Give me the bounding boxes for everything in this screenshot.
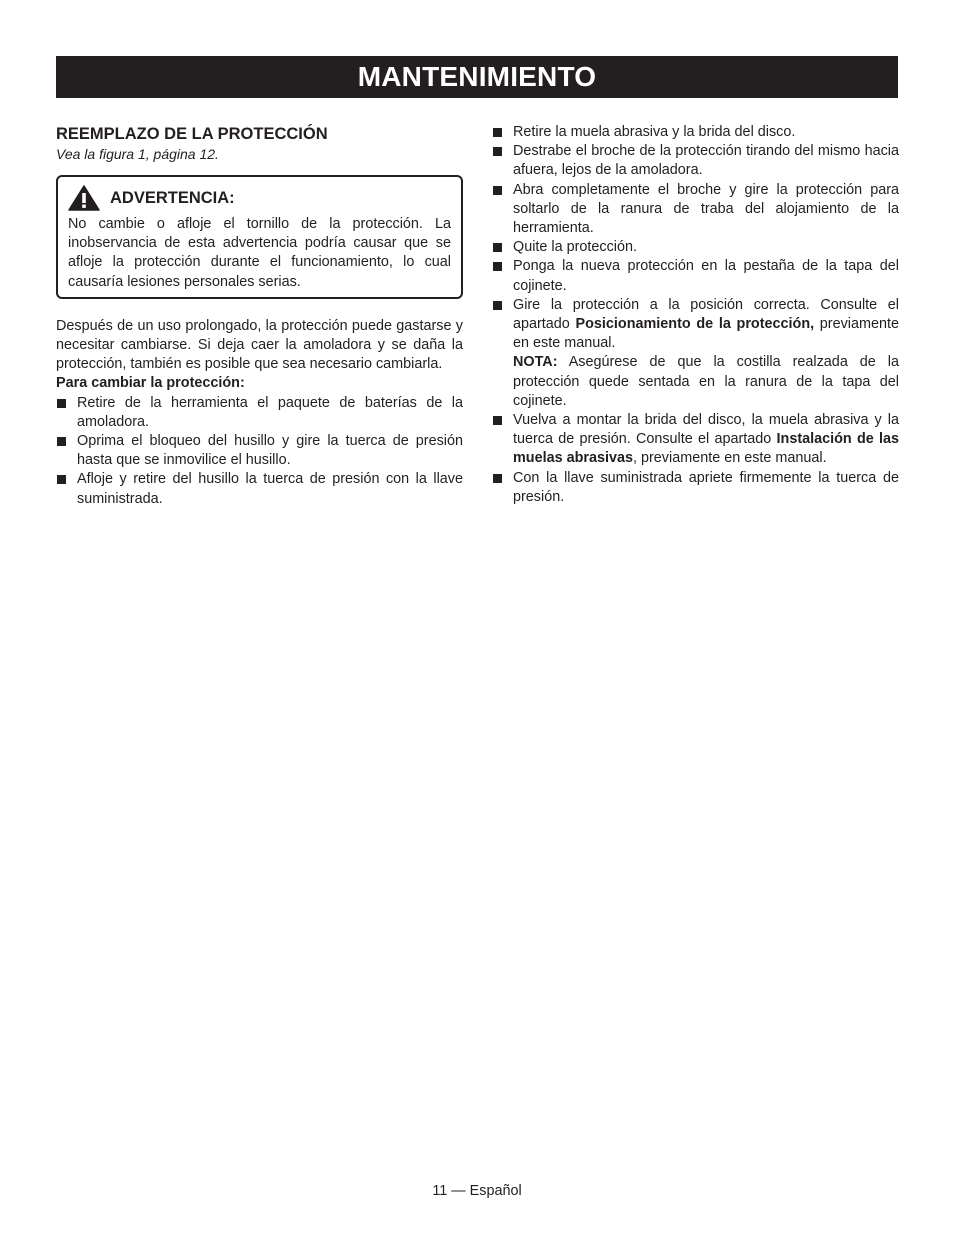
list-item-text: Ponga la nueva protección en la pestaña de la tapa del cojinete.: [513, 258, 899, 294]
bullet-square-icon: [57, 399, 66, 408]
list-item-text: Afloje y retire del husillo la tuerca de presión con la llave suministrada.: [77, 471, 463, 507]
list-item-text: Oprima el bloqueo del husillo y gire la tuerca de presión hasta que se inmovilice el husillo.: [77, 433, 463, 469]
left-column: [56, 123, 463, 509]
list-item-text-post: previamente en este manual.: [513, 316, 899, 352]
list-item-text: Abra completamente el broche y gire la protección para soltarlo de la ranura de traba del alojamiento de la herramienta.: [513, 181, 899, 237]
warning-header: [68, 185, 451, 211]
procedure-list-left: [56, 394, 463, 509]
bullet-square-icon: [493, 243, 502, 252]
bullet-square-icon: [493, 128, 502, 137]
list-item: [56, 470, 463, 508]
list-item: [492, 181, 899, 239]
bullet-square-icon: [493, 474, 502, 483]
bullet-square-icon: [493, 416, 502, 425]
list-item: [492, 469, 899, 507]
procedure-label: Para cambiar la protección:: [56, 375, 245, 392]
intro-paragraph: Después de un uso prolongado, la protección puede gastarse y necesitar cambiarse. Si deja caer la amoladora y se daña la protección, también es posible que sea necesario cambiarla.: [56, 317, 463, 373]
warning-box: [56, 175, 463, 299]
list-item: [492, 123, 899, 142]
cross-reference-bold: Instalación de las muelas abrasivas: [513, 431, 900, 467]
procedure-list-right: [492, 123, 899, 507]
note-text: Asegúrese de que la costilla realzada de la protección quede sentada en la ranura de la tapa del cojinete.: [513, 354, 899, 409]
bullet-square-icon: [57, 437, 66, 446]
list-item: [492, 142, 899, 180]
figure-reference: Vea la figura 1, página 12.: [56, 146, 219, 162]
warning-title: ADVERTENCIA:: [110, 189, 235, 207]
page-title-banner: MANTENIMIENTO: [56, 56, 898, 98]
list-item: [56, 394, 463, 432]
page-footer: 11 — Español: [432, 1183, 522, 1199]
list-item: [56, 432, 463, 470]
list-item-text: Quite la protección.: [513, 239, 637, 256]
warning-text: No cambie o afloje el tornillo de la protección. La inobservancia de esta advertencia podría causar que se afloje la protección durante el funcionamiento, lo cual causaría lesiones personales serias.: [68, 216, 451, 290]
bullet-square-icon: [493, 301, 502, 310]
list-item-text: Con la llave suministrada apriete firmemente la tuerca de presión.: [513, 469, 899, 505]
list-item-text: Destrabe el broche de la protección tirando del mismo hacia afuera, lejos de la amoladora.: [513, 143, 899, 179]
bullet-square-icon: [493, 262, 502, 271]
list-item-text-post: , previamente en este manual.: [633, 450, 827, 467]
cross-reference-bold: Posicionamiento de la protección,: [575, 316, 815, 333]
bullet-square-icon: [493, 147, 502, 156]
section-title: REEMPLAZO DE LA PROTECCIÓN: [56, 125, 328, 143]
list-item-text: Retire de la herramienta el paquete de baterías de la amoladora.: [77, 394, 463, 430]
list-item-text-pre: Vuelva a montar la brida del disco, la muela abrasiva y la tuerca de presión. Consulte el apartado: [513, 412, 899, 448]
list-item: [492, 257, 899, 295]
list-item: [492, 411, 899, 469]
list-item-text: Retire la muela abrasiva y la brida del disco.: [513, 124, 796, 140]
right-column: [492, 123, 899, 507]
list-item: [492, 296, 899, 411]
list-item-text-pre: Gire la protección a la posición correcta. Consulte el apartado: [513, 296, 899, 333]
bullet-square-icon: [493, 186, 502, 195]
warning-triangle-icon: [68, 185, 100, 211]
bullet-square-icon: [57, 475, 66, 484]
list-item: [492, 238, 899, 257]
note-label: NOTA:: [513, 354, 558, 371]
note: [513, 353, 899, 411]
